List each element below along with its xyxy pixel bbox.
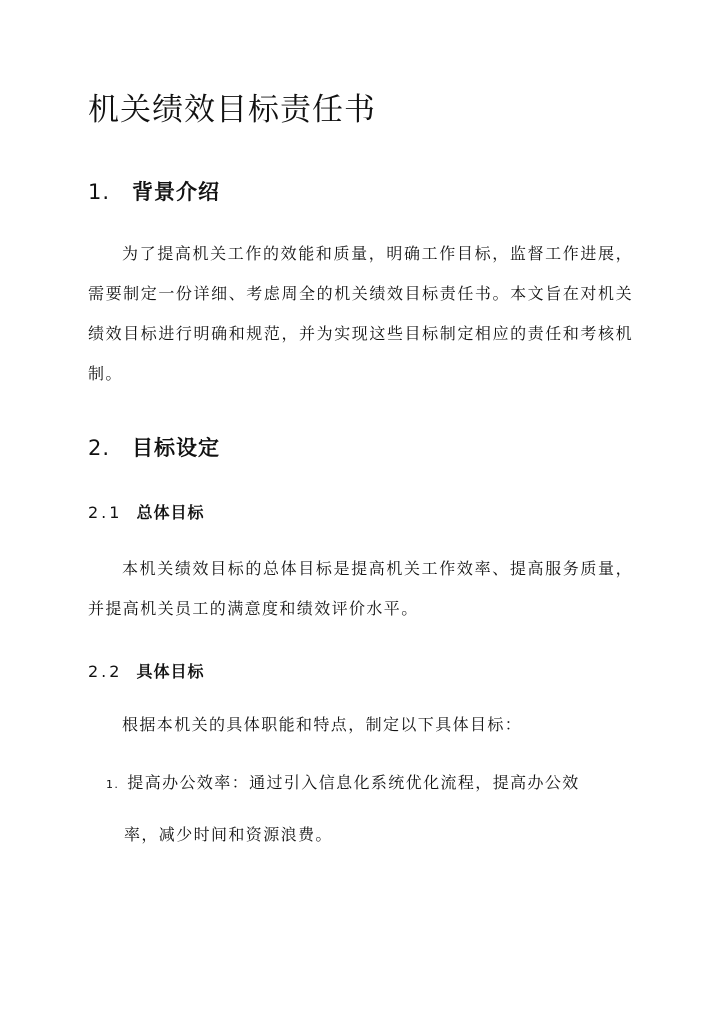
subsection-title: 具体目标	[136, 662, 205, 681]
specific-goal-intro: 根据本机关的具体职能和特点，制定以下具体目标：	[122, 715, 523, 734]
subsection-number: 2.1	[88, 503, 123, 522]
section-number: 1.	[88, 180, 111, 204]
section-title: 目标设定	[132, 436, 221, 460]
list-item	[106, 758, 626, 860]
overall-goal-paragraph: 本机关绩效目标的总体目标是提高机关工作效率、提高服务质量，并提高机关员工的满意度和绩效评价水平。	[88, 559, 633, 618]
document-title: 机关绩效目标责任书	[88, 92, 376, 128]
list-item-number: 1.	[106, 778, 120, 791]
section-number: 2.	[88, 436, 111, 460]
subsection-heading-overall	[88, 500, 204, 523]
subsection-number: 2.2	[88, 662, 123, 681]
background-paragraph: 为了提高机关工作的效能和质量，明确工作目标，监督工作进展，需要制定一份详细、考虑周全的机关绩效目标责任书。本文旨在对机关绩效目标进行明确和规范，并为实现这些目标制定相应的责任和考核机制。	[88, 244, 633, 383]
list-item-text-line2: 率，减少时间和资源浪费。	[124, 825, 333, 844]
section-title: 背景介绍	[132, 180, 221, 204]
list-item-text-line1: 提高办公效率：通过引入信息化系统优化流程，提高办公效	[127, 773, 580, 792]
subsection-heading-specific	[88, 659, 204, 682]
section-heading-background	[88, 176, 220, 206]
subsection-title: 总体目标	[136, 503, 205, 522]
section-heading-goals	[88, 432, 220, 462]
